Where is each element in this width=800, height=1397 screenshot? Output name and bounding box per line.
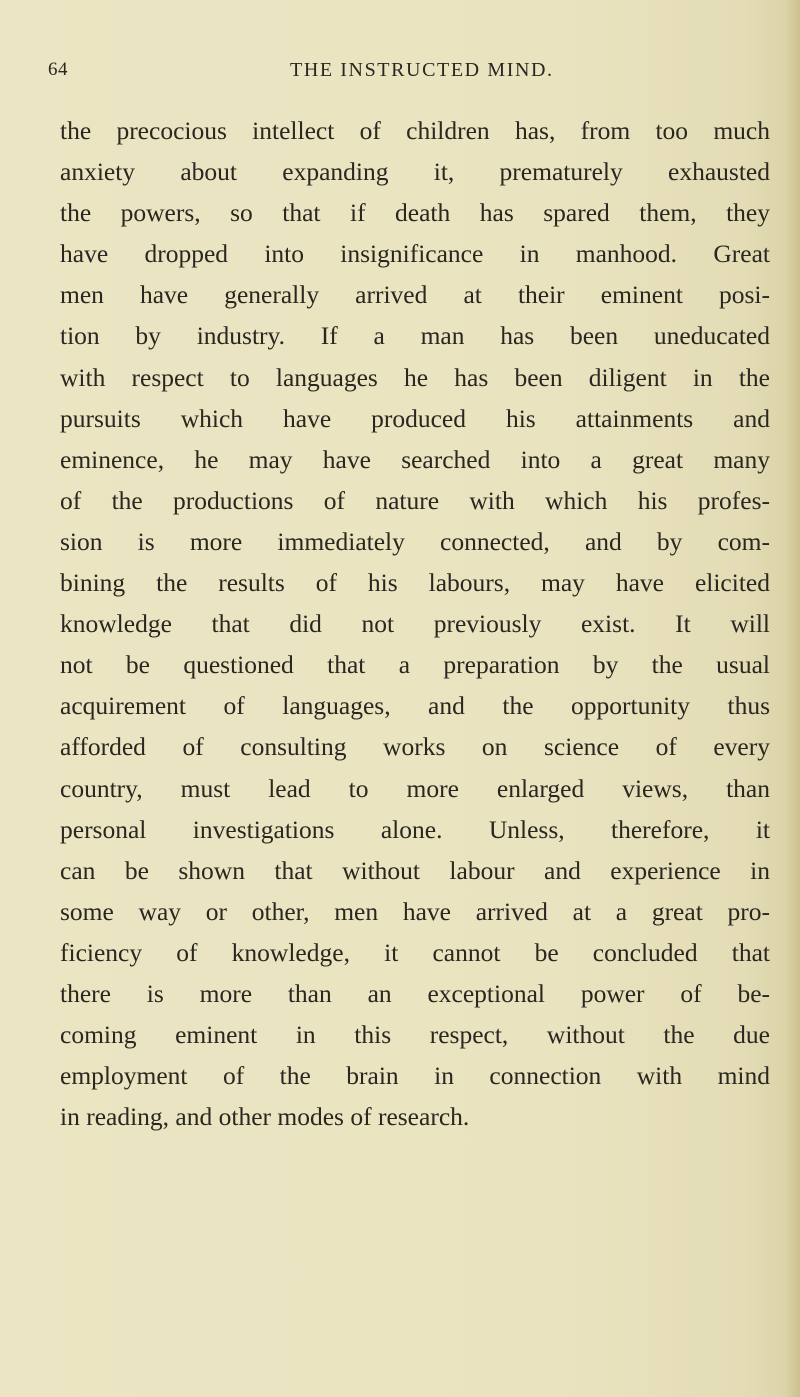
- text-line: afforded of consulting works on science of every: [60, 732, 770, 762]
- text-line: sion is more immediately connected, and by com-: [60, 526, 770, 556]
- page-number: 64: [48, 59, 68, 80]
- text-line: men have generally arrived at their eminent posi-: [60, 280, 770, 310]
- text-line: the precocious intellect of children has, from too much: [60, 116, 770, 145]
- text-line: of the productions of nature with which his profes-: [60, 485, 770, 515]
- text-line: knowledge that did not previously exist. It will: [60, 609, 770, 639]
- text-line: employment of the brain in connection with mind: [60, 1061, 770, 1091]
- text-line: in reading, and other modes of research.: [60, 1102, 470, 1132]
- text-line: not be questioned that a preparation by the usual: [60, 650, 770, 680]
- text-line: the powers, so that if death has spared them, they: [60, 198, 770, 228]
- running-head-title: THE INSTRUCTED MIND.: [290, 59, 554, 81]
- text-line: there is more than an exceptional power of be-: [60, 978, 770, 1008]
- text-line: tion by industry. If a man has been uneducated: [60, 321, 770, 351]
- text-line: anxiety about expanding it, prematurely exhausted: [60, 157, 770, 187]
- text-line: with respect to languages he has been diligent in the: [60, 362, 770, 392]
- body-paragraph: [60, 110, 770, 1137]
- text-line: have dropped into insignificance in manhood. Great: [60, 239, 770, 269]
- text-line: eminence, he may have searched into a great many: [60, 444, 770, 474]
- text-line: country, must lead to more enlarged views, than: [60, 773, 770, 803]
- text-line: personal investigations alone. Unless, therefore, it: [60, 814, 770, 844]
- text-line: bining the results of his labours, may have elicited: [60, 568, 770, 598]
- text-line: coming eminent in this respect, without the due: [60, 1020, 770, 1050]
- running-head: [0, 59, 800, 87]
- page-edge-shadow: [786, 0, 800, 1397]
- text-line: ficiency of knowledge, it cannot be concluded that: [60, 937, 770, 967]
- text-line: can be shown that without labour and experience in: [60, 855, 770, 885]
- text-line: pursuits which have produced his attainments and: [60, 403, 770, 433]
- text-line: some way or other, men have arrived at a great pro-: [60, 896, 770, 926]
- text-line: acquirement of languages, and the opportunity thus: [60, 691, 770, 721]
